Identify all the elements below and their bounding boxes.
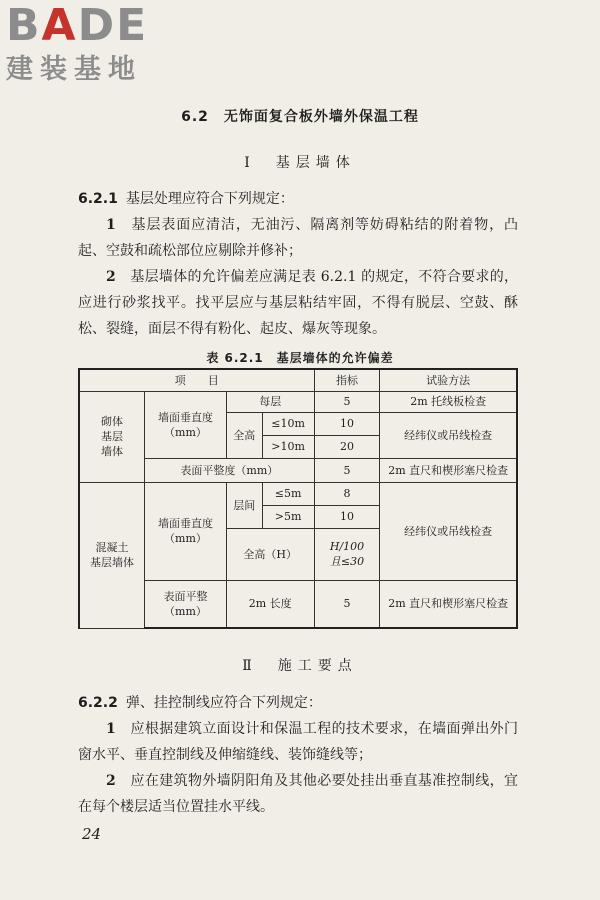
clause-6-2-2-item-1: 1 应根据建筑立面设计和保温工程的技术要求，在墙面弹出外门窗水平、垂直控制线及伸缩缝线、装饰缝线等； (78, 721, 519, 763)
masonry-per-floor-value: 5 (314, 391, 380, 412)
concrete-le5-value: 8 (314, 482, 380, 505)
concrete-le5: ≤5m (262, 482, 314, 505)
concrete-gt5-value: 10 (314, 505, 380, 528)
concrete-flatness-value: 5 (314, 580, 380, 628)
table-row (79, 482, 517, 505)
table-row (79, 391, 517, 412)
masonry-per-floor: 每层 (226, 391, 314, 412)
masonry-vertical: 墙面垂直度 （mm） (145, 391, 227, 458)
masonry-flatness-method: 2m 直尺和楔形塞尺检查 (380, 458, 517, 482)
table-row (79, 458, 517, 482)
header-index: 指标 (314, 369, 380, 391)
header-method: 试验方法 (380, 369, 517, 391)
brand-logo (6, 2, 176, 86)
clause-6-2-1-item-1: 1 基层表面应清洁，无油污、隔离剂等妨碍粘结的附着物，凸起、空鼓和疏松部位应剔除并修补； (78, 217, 518, 259)
masonry-le10: ≤10m (262, 412, 314, 435)
clause-6-2-1-item-2: 2 基层墙体的允许偏差应满足表 6.2.1 的规定，不符合要求的，应进行砂浆找平。找平层应与基层粘结牢固，不得有脱层、空鼓、酥松、裂缝，面层不得有粉化、起皮、爆灰等现象。 (78, 269, 518, 337)
subsection-title-2: Ⅱ 施工要点 (242, 658, 358, 674)
tolerance-table (78, 368, 518, 629)
subsection-title-1: Ⅰ 基层墙体 (244, 155, 356, 171)
clause-6-2-2-item-2: 2 应在建筑物外墙阴阳角及其他必要处挂出垂直基准控制线，宜在每个楼层适当位置挂水平线。 (78, 773, 519, 815)
concrete-full-height: 全高（H） (226, 528, 314, 580)
concrete-group: 混凝土 基层墙体 (79, 482, 145, 628)
concrete-flatness: 表面平整 （mm） (145, 580, 227, 628)
table-caption: 表 6.2.1 基层墙体的允许偏差 (206, 351, 394, 365)
clause-6-2-1: 6.2.1 基层处理应符合下列规定： 1 基层表面应清洁，无油污、隔离剂等妨碍粘结的附着物，凸起、空鼓和疏松部位应剔除并修补； 2 基层墙体的允许偏差应满足表 6.2.1 的规定，不符合要求的，应进行砂浆找平。找平层应与基层粘结牢固，不得有脱层、空鼓、酥松、裂缝，面层不得有粉化、起皮、爆灰等现象。 (78, 186, 518, 342)
masonry-le10-value: 10 (314, 412, 380, 435)
masonry-flatness-value: 5 (314, 458, 380, 482)
logo-wordmark: BADE (6, 0, 149, 51)
masonry-flatness: 表面平整度（mm） (145, 458, 314, 482)
concrete-vertical-method: 经纬仪或吊线检查 (380, 482, 517, 580)
concrete-flatness-method: 2m 直尺和楔形塞尺检查 (380, 580, 517, 628)
section-title: 6.2 无饰面复合板外墙外保温工程 (181, 109, 419, 125)
concrete-gt5: >5m (262, 505, 314, 528)
masonry-group: 砌体 基层 墙体 (79, 391, 145, 482)
clause-6-2-2: 6.2.2 弹、挂控制线应符合下列规定： 1 应根据建筑立面设计和保温工程的技术要求，在墙面弹出外门窗水平、垂直控制线及伸缩缝线、装饰缝线等； 2 应在建筑物外墙阴阳角及其他必要处挂出垂直基准控制线，宜在每个楼层适当位置挂水平线。 (78, 690, 518, 820)
header-item: 项 目 (79, 369, 314, 391)
masonry-gt10: >10m (262, 435, 314, 458)
masonry-per-floor-method: 2m 托线板检查 (380, 391, 517, 412)
masonry-full-height-method: 经纬仪或吊线检查 (380, 412, 517, 458)
logo-subtitle: 建装基地 (6, 54, 142, 85)
table-header-row (79, 369, 517, 391)
concrete-full-height-value: H/100 且≤30 (314, 528, 380, 580)
concrete-between-floors: 层间 (226, 482, 262, 528)
masonry-gt10-value: 20 (314, 435, 380, 458)
page-number: 24 (82, 825, 102, 843)
concrete-vertical: 墙面垂直度 （mm） (145, 482, 227, 580)
concrete-flatness-length: 2m 长度 (226, 580, 314, 628)
masonry-full-height: 全高 (226, 412, 262, 458)
table-row (79, 580, 517, 628)
